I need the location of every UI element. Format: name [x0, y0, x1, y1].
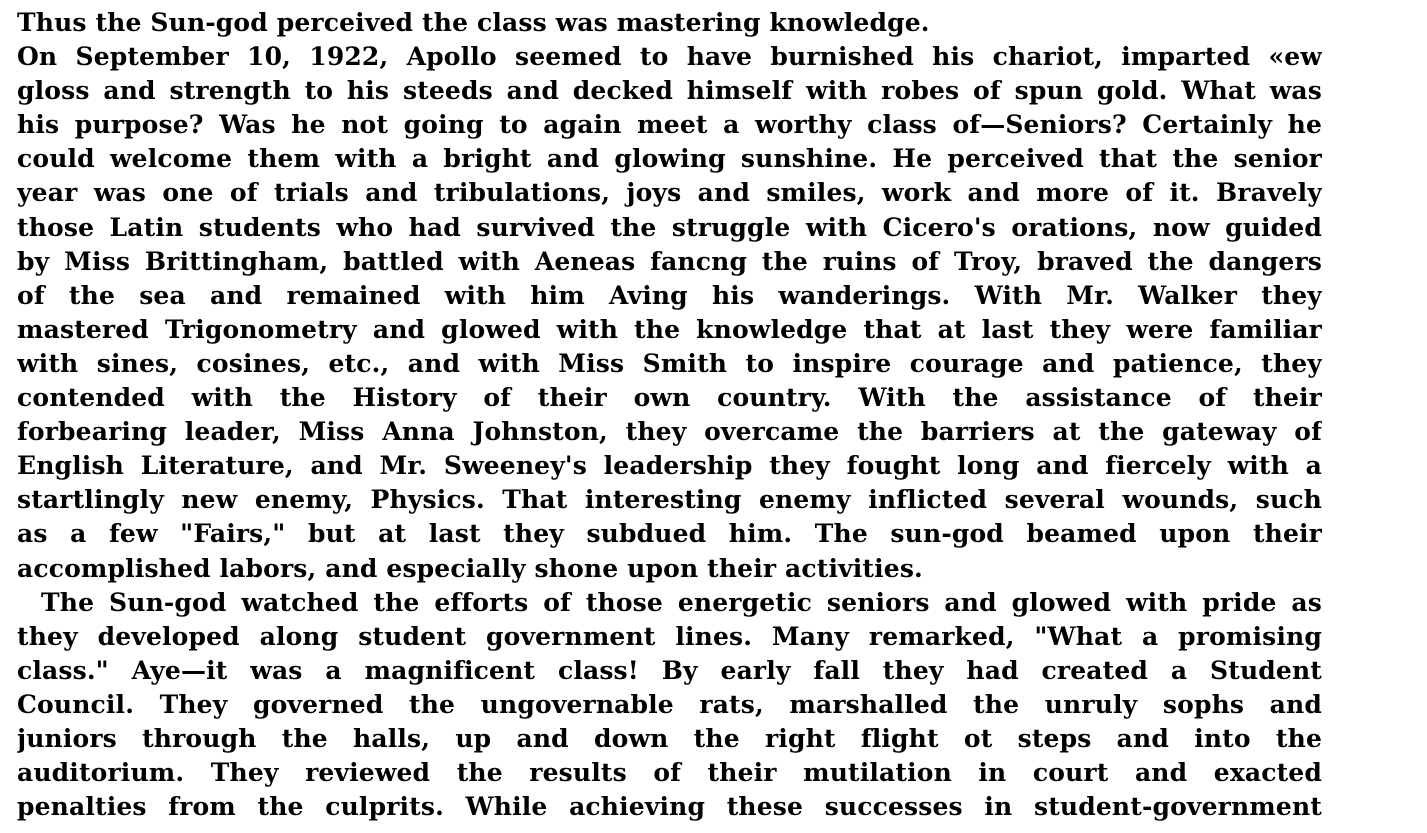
- text-line: gloss and strength to his steeds and decked himself with robes of spun gold. What was: [17, 76, 1322, 106]
- text-line: English Literature, and Mr. Sweeney's leadership they fought long and fiercely with a: [17, 451, 1322, 481]
- text-line: his purpose? Was he not going to again meet a worthy class of—Seniors? Certainly he: [17, 110, 1322, 140]
- document-text: [17, 6, 1322, 824]
- text-line: they developed along student government lines. Many remarked, "What a promising: [17, 621, 1322, 651]
- text-line: auditorium. They reviewed the results of their mutilation in court and exacted: [17, 758, 1322, 788]
- text-line: contended with the History of their own country. With the assistance of their: [17, 383, 1322, 413]
- text-line: Council. They governed the ungovernable rats, marshalled the unruly sophs and: [17, 689, 1322, 719]
- text-line: by Miss Brittingham, battled with Aeneas fancng the ruins of Troy, braved the dangers: [17, 246, 1322, 276]
- text-line: juniors through the halls, up and down the right flight ot steps and into the: [17, 723, 1322, 753]
- text-line: On September 10, 1922, Apollo seemed to have burnished his chariot, imparted «ew: [17, 42, 1322, 72]
- text-line: startlingly new enemy, Physics. That interesting enemy inflicted several wounds, such: [17, 485, 1322, 515]
- text-line: those Latin students who had survived the struggle with Cicero's orations, now guided: [17, 212, 1322, 242]
- text-line: accomplished labors, and especially shone upon their activities.: [17, 553, 923, 583]
- text-line: as a few "Fairs," but at last they subdued him. The sun-god beamed upon their: [17, 519, 1322, 549]
- text-line: class." Aye—it was a magnificent class! By early fall they had created a Student: [17, 655, 1322, 685]
- text-line: could welcome them with a bright and glowing sunshine. He perceived that the senior: [17, 144, 1322, 174]
- text-line: penalties from the culprits. While achieving these successes in student-government: [17, 792, 1322, 822]
- text-line: forbearing leader, Miss Anna Johnston, they overcame the barriers at the gateway of: [17, 417, 1322, 447]
- text-line: of the sea and remained with him Aving his wanderings. With Mr. Walker they: [17, 280, 1322, 310]
- document-page: [17, 6, 1322, 824]
- text-line: mastered Trigonometry and glowed with the knowledge that at last they were familiar: [17, 314, 1322, 344]
- text-line: year was one of trials and tribulations, joys and smiles, work and more of it. Bravely: [17, 178, 1322, 208]
- text-line: The Sun-god watched the efforts of those energetic seniors and glowed with pride as: [41, 587, 1322, 617]
- text-line: with sines, cosines, etc., and with Miss Smith to inspire courage and patience, they: [17, 348, 1322, 378]
- text-line: Thus the Sun-god perceived the class was mastering knowledge.: [17, 8, 930, 37]
